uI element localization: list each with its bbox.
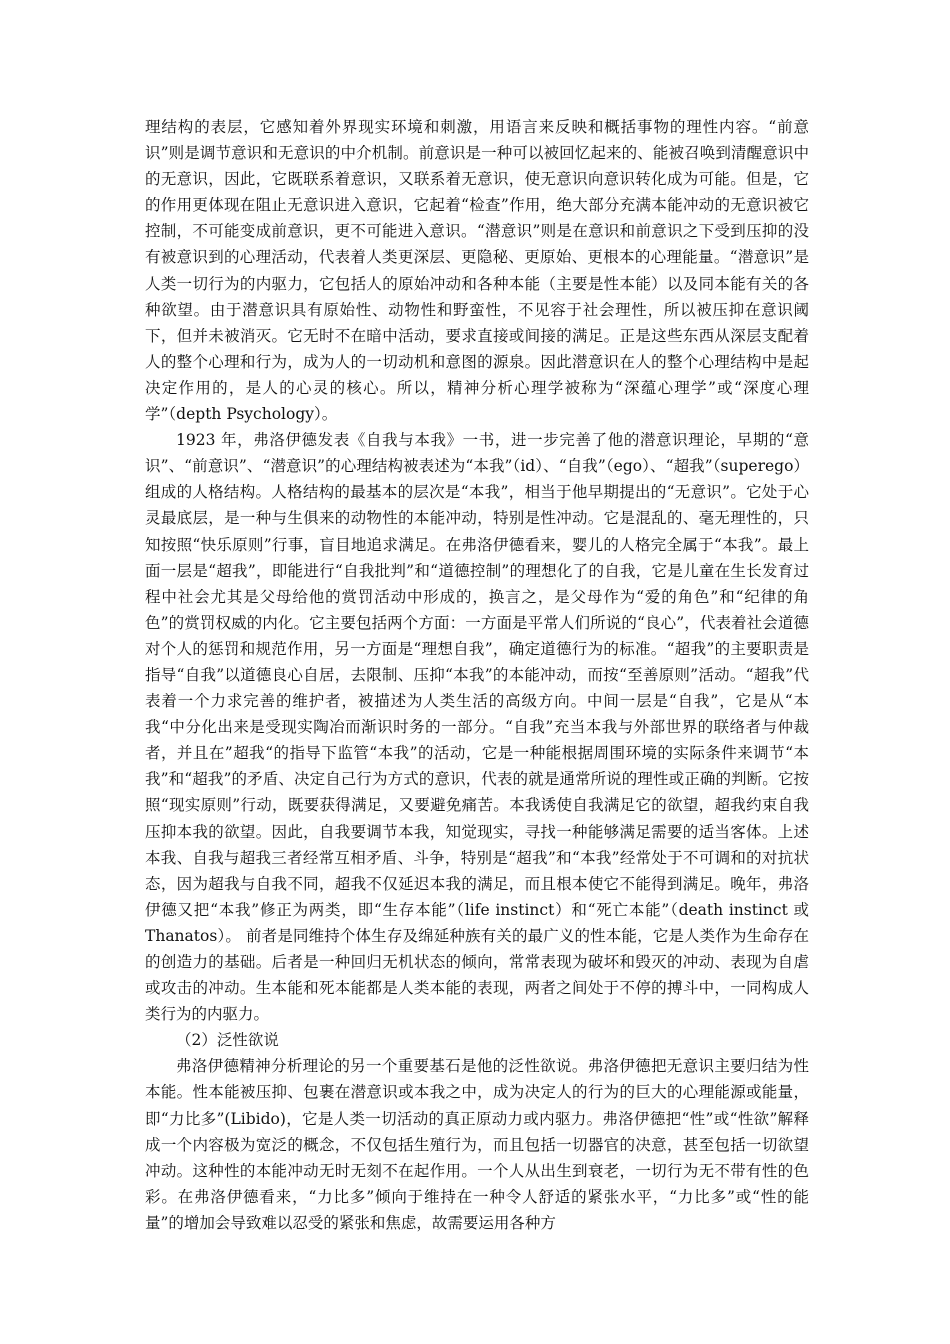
document-page [145, 114, 809, 1236]
paragraph-unconscious-levels: 理结构的表层，它感知着外界现实环境和刺激，用语言来反映和概括事物的理性内容。“前意识”则是调节意识和无意识的中介机制。前意识是一种可以被回忆起来的、能被召唤到清醒意识中的无意识，因此，它既联系着意识，又联系着无意识，使无意识向意识转化成为可能。但是，它的作用更体现在阻止无意识进入意识，它起着“检查”作用，绝大部分充满本能冲动的无意识被它控制，不可能变成前意识，更不可能进入意识。“潜意识”则是在意识和前意识之下受到压抑的没有被意识到的心理活动，代表着人类更深层、更隐秘、更原始、更根本的心理能量。“潜意识”是人类一切行为的内驱力，它包括人的原始冲动和各种本能（主要是性本能）以及同本能有关的各种欲望。由于潜意识具有原始性、动物性和野蛮性，不见容于社会理性，所以被压抑在意识阈下，但并未被消灭。它无时不在暗中活动，要求直接或间接的满足。正是这些东西从深层支配着人的整个心理和行为，成为人的一切动机和意图的源泉。因此潜意识在人的整个心理结构中是起决定作用的，是人的心灵的核心。所以，精神分析心理学被称为“深蕴心理学”或“深度心理学”（depth Psychology）。 [145, 118, 809, 424]
paragraph-personality-structure: 1923 年，弗洛伊德发表《自我与本我》一书，进一步完善了他的潜意识理论，早期的“意识”、“前意识”、“潜意识”的心理结构被表述为“本我”（id）、“自我”（ego）、“超我”（superego）组成的人格结构。人格结构的最基本的层次是“本我”，相当于他早期提出的“无意识”。它处于心灵最底层，是一种与生俱来的动物性的本能冲动，特别是性冲动。它是混乱的、毫无理性的，只知按照“快乐原则”行事，盲目地追求满足。在弗洛伊德看来，婴儿的人格完全属于“本我”。最上面一层是“超我”，即能进行“自我批判”和“道德控制”的理想化了的自我，它是儿童在生长发育过程中社会尤其是父母给他的赏罚活动中形成的，换言之，是父母作为“爱的角色”和“纪律的角色”的赏罚权威的内化。它主要包括两个方面：一方面是平常人们所说的“良心”，代表着社会道德对个人的惩罚和规范作用，另一方面是“理想自我”，确定道德行为的标准。“超我”的主要职责是指导“自我”以道德良心自居，去限制、压抑“本我”的本能冲动，而按“至善原则”活动。“超我”代表着一个力求完善的维护者，被描述为人类生活的高级方向。中间一层是“自我”，它是从“本我“中分化出来是受现实陶冶而渐识时务的一部分。“自我”充当本我与外部世界的联络者与仲裁者，并且在”超我“的指导下监管“本我”的活动，它是一种能根据周围环境的实际条件来调节“本我”和“超我”的矛盾、决定自己行为方式的意识，代表的就是通常所说的理性或正确的判断。它按照“现实原则”行动，既要获得满足，又要避免痛苦。本我诱使自我满足它的欲望，超我约束自我压抑本我的欲望。因此，自我要调节本我，知觉现实，寻找一种能够满足需要的适当客体。上述本我、自我与超我三者经常互相矛盾、斗争，特别是“超我”和“本我”经常处于不可调和的对抗状态，因为超我与自我不同，超我不仅延迟本我的满足，而且根本使它不能得到满足。晚年，弗洛伊德又把“本我”修正为两类，即“生存本能”（life instinct）和“死亡本能”（death instinct 或 Thanatos）。 前者是同维持个体生存及绵延种族有关的最广义的性本能，它是人类作为生命存在的创造力的基础。后者是一种回归无机状态的倾向，常常表现为破坏和毁灭的冲动、表现为自虐或攻击的冲动。生本能和死本能都是人类本能的表现，两者之间处于不停的搏斗中，一同构成人类行为的内驱力。 [145, 431, 809, 1024]
paragraph-pansexualism: 弗洛伊德精神分析理论的另一个重要基石是他的泛性欲说。弗洛伊德把无意识主要归结为性本能。性本能被压抑、包裹在潜意识或本我之中，成为决定人的行为的巨大的心理能源或能量，即“力比多”(Libido)，它是人类一切活动的真正原动力或内驱力。弗洛伊德把“性”或“性欲”解释成一个内容极为宽泛的概念，不仅包括生殖行为，而且包括一切器官的决意，甚至包括一切欲望冲动。这种性的本能冲动无时无刻不在起作用。一个人从出生到衰老，一切行为无不带有性的色彩。在弗洛伊德看来，“力比多”倾向于维持在一种令人舒适的紧张水平，“力比多”或“性的能量”的增加会导致难以忍受的紧张和焦虑，故需要运用各种方 [145, 1057, 809, 1232]
section-heading-pansexualism: （2）泛性欲说 [176, 1031, 279, 1050]
